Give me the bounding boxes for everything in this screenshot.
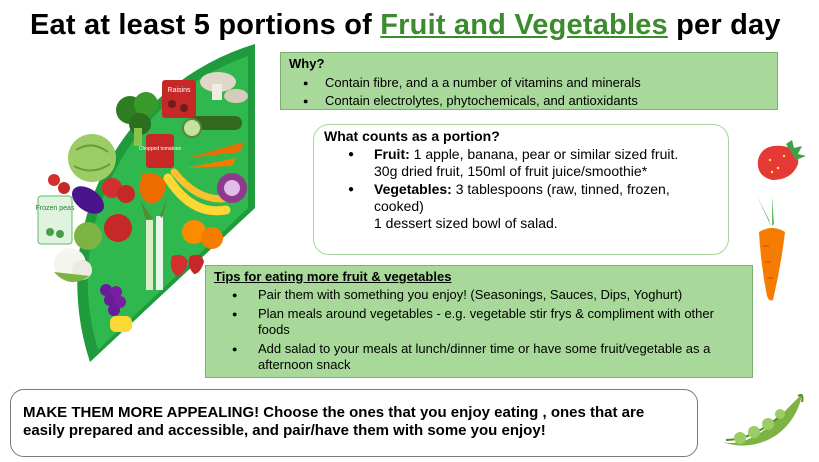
- title-prefix: Eat at least 5 portions of: [30, 9, 381, 41]
- carrot-icon: [747, 196, 797, 304]
- tips-item: ● Plan meals around vegetables - e.g. vegetable stir frys & compliment with other foods: [214, 306, 744, 338]
- fruit-extra: 30g dried fruit, 150ml of fruit juice/smoothie*: [374, 163, 648, 179]
- tips-item: ● Pair them with something you enjoy! (Seasonings, Sauces, Dips, Yoghurt): [214, 287, 744, 303]
- portion-item-fruit: [324, 146, 718, 163]
- tips-list: [214, 287, 744, 373]
- cabbage-icon: [68, 134, 116, 182]
- page-title: [30, 8, 800, 42]
- why-item: ● Contain fibre, and a a number of vitamins and minerals: [289, 75, 769, 91]
- vegetables-text: 3 tablespoons (raw, tinned, frozen, cooked): [374, 181, 670, 214]
- fruit-text: 1 apple, banana, pear or similar sized fruit.: [409, 146, 679, 162]
- vegetables-extra: 1 dessert sized bowl of salad.: [374, 215, 558, 231]
- frozen-peas-bag-icon: [36, 196, 75, 244]
- portion-heading: What counts as a portion?: [324, 128, 500, 144]
- portion-list: [324, 146, 718, 163]
- portion-box: [313, 124, 729, 255]
- why-list: [289, 75, 769, 109]
- fruit-label: Fruit:: [374, 146, 410, 162]
- appeal-box: [10, 389, 698, 457]
- raisins-label: Raisins: [167, 87, 191, 94]
- why-box: [280, 52, 778, 110]
- tips-box: [205, 265, 753, 378]
- pea-pod-icon: [718, 388, 806, 454]
- portion-list-veg: [324, 181, 718, 215]
- title-highlight: Fruit and Vegetables: [380, 9, 668, 41]
- strawberry-icon: [752, 138, 808, 186]
- why-heading: Why?: [289, 56, 325, 71]
- appeal-text: MAKE THEM MORE APPEALING! Choose the ones that you enjoy eating , ones that are easily prepared and accessible, and pair/have them with some you enjoy!: [23, 404, 645, 439]
- tips-item: ● Add salad to your meals at lunch/dinner time or have some fruit/vegetable as a afternoon snack: [214, 341, 744, 373]
- tips-heading: Tips for eating more fruit & vegetables: [214, 269, 452, 284]
- red-onion-icon: [217, 173, 247, 203]
- frozen-peas-label: Frozen peas: [35, 205, 75, 212]
- why-item: ● Contain electrolytes, phytochemicals, and antioxidants: [289, 93, 769, 109]
- title-suffix: per day: [667, 9, 781, 41]
- sweetcorn-icon: [110, 316, 132, 332]
- chopped-tomatoes-label: Chopped tomatoes: [138, 146, 182, 152]
- raisins-box-icon: [162, 80, 196, 118]
- portion-item-vegetables: [324, 181, 718, 215]
- vegetables-label: Vegetables:: [374, 181, 452, 197]
